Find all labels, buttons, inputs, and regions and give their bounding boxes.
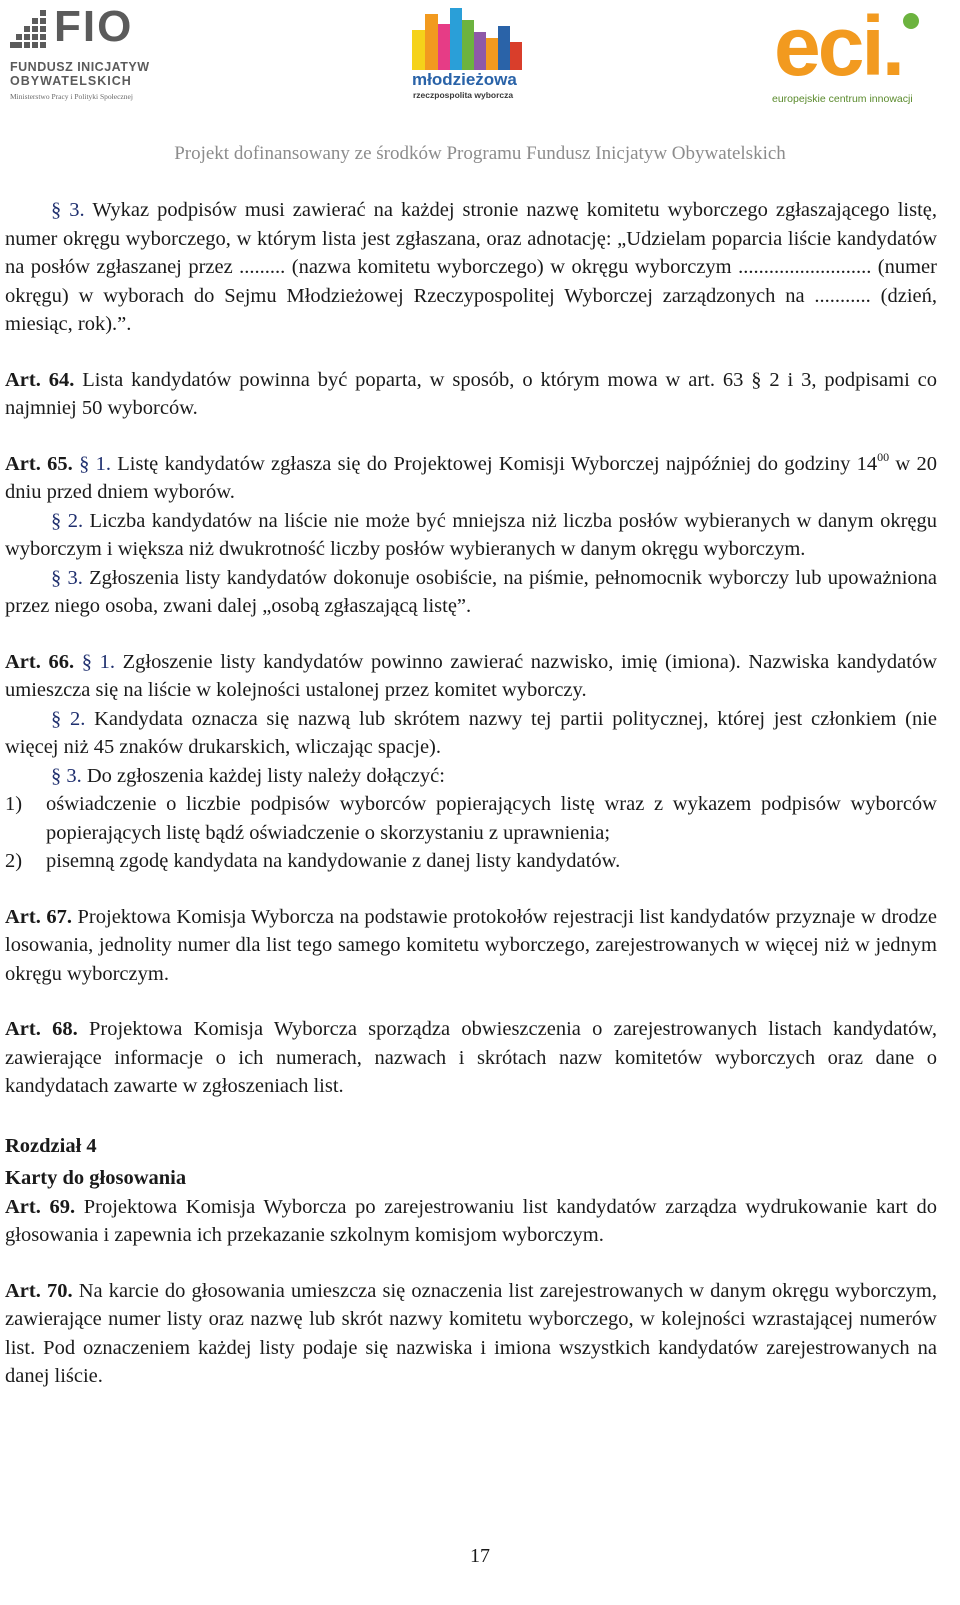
article-70 xyxy=(5,1277,937,1391)
article-text: Na karcie do głosowania umieszcza się oznaczenia list zarejestrowanych w danym okręgu wyborczym, zawierające numer listy oraz nazwę lub skrót nazwy komitetu wyborczego, w kolejności wzrastającej numerów list. Pod oznaczeniem każdej listy podaje się nazwiska i imiona wszystkich kandydatów zarejestrowanych na danej liście. xyxy=(5,1279,937,1387)
article-label: Art. 67. xyxy=(5,905,72,928)
article-text: Projektowa Komisja Wyborcza na podstawie protokołów rejestracji list kandydatów przyznaje w drodze losowania, jednolity numer dla list tego samego komitetu wyborczego, zarejestrowanych w więcej niż w jednym okręgu wyborczym. xyxy=(5,905,937,985)
paragraph-text: Wykaz podpisów musi zawierać na każdej stronie nazwę komitetu wyborczego zgłaszającego listę, numer okręgu wyborczego, w którym lista jest zgłaszana, oraz adnotację: „Udzielam poparcia liście kandydatów na posłów zgłaszanej przez ......... (nazwa komitetu wyborczego) w okręgu wyborczym .......................... (numer okręgu) w wyborach do Sejmu Młodzieżowej Rzeczypospolitej Wyborczej zarządzonych na ........... (dzień, miesiąc, rok).”. xyxy=(5,199,937,335)
list-item xyxy=(5,790,937,847)
article-text: Projektowa Komisja Wyborcza po zarejestrowaniu list kandydatów zarządza wydrukowanie kart do głosowania i zapewnia ich przekazanie szkolnym komisjom wyborczym. xyxy=(5,1195,938,1246)
article-text: Projektowa Komisja Wyborcza sporządza obwieszczenia o zarejestrowanych listach kandydatów, zawierające informacje o ich numerach, nazwach i skrótach nazw komitetów wyborczych oraz dane o kandydatach zawarte w zgłoszeniach list. xyxy=(5,1018,937,1097)
paragraph-text: w 20 dniu przed dniem wyborów. xyxy=(5,452,938,503)
mrw-bars-icon xyxy=(412,8,532,70)
fio-sub1: FUNDUSZ INICJATYW xyxy=(10,60,150,74)
article-label: Art. 64. xyxy=(5,368,75,391)
chapter-number: Rozdział 4 xyxy=(5,1134,97,1157)
article-label: Art. 70. xyxy=(5,1279,73,1302)
article-67 xyxy=(5,903,937,989)
fio-sub2: OBYWATELSKICH xyxy=(10,74,132,88)
section-mark: § 3. xyxy=(51,199,85,221)
page-header xyxy=(0,0,960,164)
article-66-s3 xyxy=(5,762,937,791)
fio-ministry: Ministerstwo Pracy i Polityki Społecznej xyxy=(10,92,133,101)
document-body xyxy=(5,196,937,1391)
list-number: 1) xyxy=(5,793,23,815)
article-66-s2 xyxy=(5,705,937,762)
eci-logo xyxy=(770,0,950,105)
article-69 xyxy=(5,1193,937,1250)
article-text: Lista kandydatów powinna być poparta, w sposób, o którym mowa w art. 63 § 2 i 3, podpisami co najmniej 50 wyborców. xyxy=(5,368,937,419)
paragraph-text: Kandydata oznacza się nazwą lub skrótem nazwy tej partii politycznej, której jest członkiem (nie więcej niż 45 znaków drukarskich, wliczając spacje). xyxy=(5,707,937,758)
article-65-s3 xyxy=(5,564,937,621)
mrw-line2: rzeczpospolita wyborcza xyxy=(413,90,514,100)
eci-dot-icon xyxy=(902,12,920,30)
section-mark: § 2. xyxy=(51,707,86,730)
list-text: pisemną zgodę kandydata na kandydowanie z danej listy kandydatów. xyxy=(46,850,621,872)
mrw-line1: młodzieżowa xyxy=(412,70,517,89)
list-text: oświadczenie o liczbie podpisów wyborców popierających listę wraz z wykazem podpisów wyborców popierających listę bądź oświadczenie o skorzystaniu z uprawnienia; xyxy=(46,793,937,844)
article-65-s2 xyxy=(5,507,937,564)
eci-logo-text: eci. xyxy=(774,0,903,93)
article-label: Art. 66. xyxy=(5,650,75,673)
article-64 xyxy=(5,366,937,423)
article-68 xyxy=(5,1015,937,1101)
list-number: 2) xyxy=(5,850,23,872)
mrw-logo xyxy=(410,8,535,100)
article-65-s1 xyxy=(5,450,937,507)
list-item xyxy=(5,847,937,876)
section-mark: § 2. xyxy=(51,509,84,532)
superscript: 00 xyxy=(877,449,890,464)
paragraph-text: Zgłoszenie listy kandydatów powinno zawierać nazwisko, imię (imiona). Nazwiska kandydatów umieszcza się na liście w kolejności ustalonej przez komitet wyborczy. xyxy=(5,650,938,701)
section-mark: § 1. xyxy=(81,650,116,673)
fio-dots-icon xyxy=(10,10,50,52)
fio-logo xyxy=(10,2,170,103)
article-label: Art. 69. xyxy=(5,1195,76,1218)
eci-sub: europejskie centrum innowacji xyxy=(772,93,913,105)
paragraph-text: Zgłoszenia listy kandydatów dokonuje osobiście, na piśmie, pełnomocnik wyborczy lub upoważniona przez niego osoba, zwani dalej „osobą zgłaszającą listę”. xyxy=(5,566,937,617)
section-mark: § 3. xyxy=(51,764,82,787)
article-66-s1 xyxy=(5,648,937,705)
section-mark: § 1. xyxy=(79,452,111,475)
paragraph-text: Liczba kandydatów na liście nie może być mniejsza niż liczba posłów wybieranych w danym okręgu wyborczym i większa niż dwukrotność liczby posłów wybieranych w danym okręgu wyborczym. xyxy=(5,509,937,560)
chapter-title: Karty do głosowania xyxy=(5,1167,187,1189)
paragraph-text: Listę kandydatów zgłasza się do Projektowej Komisji Wyborczej najpóźniej do godziny 14 xyxy=(111,452,878,475)
funding-note: Projekt dofinansowany ze środków Programu Fundusz Inicjatyw Obywatelskich xyxy=(174,143,786,164)
paragraph-art63-s3 xyxy=(5,196,937,339)
paragraph-text: Do zgłoszenia każdej listy należy dołączyć: xyxy=(81,764,445,787)
article-label: Art. 68. xyxy=(5,1018,78,1040)
article-label: Art. 65. xyxy=(5,452,73,475)
fio-logo-text: FIO xyxy=(54,2,134,51)
section-mark: § 3. xyxy=(51,566,83,589)
page-number: 17 xyxy=(470,1545,490,1567)
